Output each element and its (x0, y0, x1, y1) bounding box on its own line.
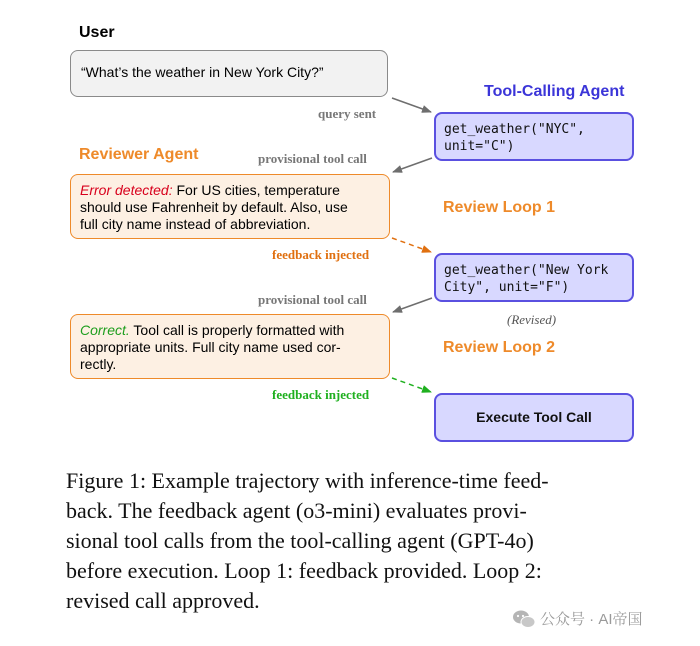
tool-agent-label: Tool-Calling Agent (484, 83, 625, 100)
wechat-icon (512, 609, 536, 629)
user-query-text: “What’s the weather in New York City?” (81, 64, 324, 80)
caption-line-5: revised call approved. (66, 588, 260, 613)
figure-caption (66, 466, 656, 616)
error-detected-label: Error detected: (80, 182, 173, 198)
caption-line-2: back. The feedback agent (o3-mini) evaluates provi- (66, 498, 527, 523)
review-loop-1-label: Review Loop 1 (443, 199, 556, 216)
arrow-feedback-2 (392, 378, 431, 392)
caption-line-4: before execution. Loop 1: feedback provided. Loop 2: (66, 558, 542, 583)
tool-call-2-line-2: City", unit="F") (444, 280, 570, 295)
arrow-provisional-1 (393, 158, 432, 172)
tool-call-2-line-1: get_weather("New York (444, 263, 609, 278)
revised-label: (Revised) (507, 312, 557, 327)
edge-label-feedback-1: feedback injected (272, 247, 370, 262)
edge-label-provisional-1: provisional tool call (258, 151, 367, 166)
correct-label: Correct. (80, 322, 130, 338)
edge-label-query-sent: query sent (318, 106, 377, 121)
review-loop-2-label: Review Loop 2 (443, 339, 556, 356)
review-2-line-1: Tool call is properly formatted with (129, 322, 345, 338)
review-2-line-3: rectly. (80, 356, 117, 372)
tool-call-1-line-1: get_weather("NYC", (444, 122, 585, 137)
review-1-line-1: For US cities, temperature (172, 182, 340, 198)
arrow-feedback-1 (392, 238, 431, 252)
edge-label-feedback-2: feedback injected (272, 387, 370, 402)
edge-label-provisional-2: provisional tool call (258, 292, 367, 307)
execute-label: Execute Tool Call (476, 409, 592, 425)
caption-line-3: sional tool calls from the tool-calling agent (GPT-4o) (66, 528, 534, 553)
arrow-provisional-2 (393, 298, 432, 312)
user-label: User (79, 24, 115, 41)
review-2-line-2: appropriate units. Full city name used cor- (80, 339, 341, 355)
reviewer-agent-label: Reviewer Agent (79, 146, 199, 163)
watermark-text: 公众号 · AI帝国 (540, 611, 643, 628)
caption-line-1: Figure 1: Example trajectory with inference-time feed- (66, 468, 549, 493)
tool-call-1-line-2: unit="C") (444, 139, 515, 154)
review-1-line-3: full city name instead of abbreviation. (80, 216, 311, 232)
arrow-query-sent (392, 98, 431, 112)
review-1-line-2: should use Fahrenheit by default. Also, use (80, 199, 348, 215)
